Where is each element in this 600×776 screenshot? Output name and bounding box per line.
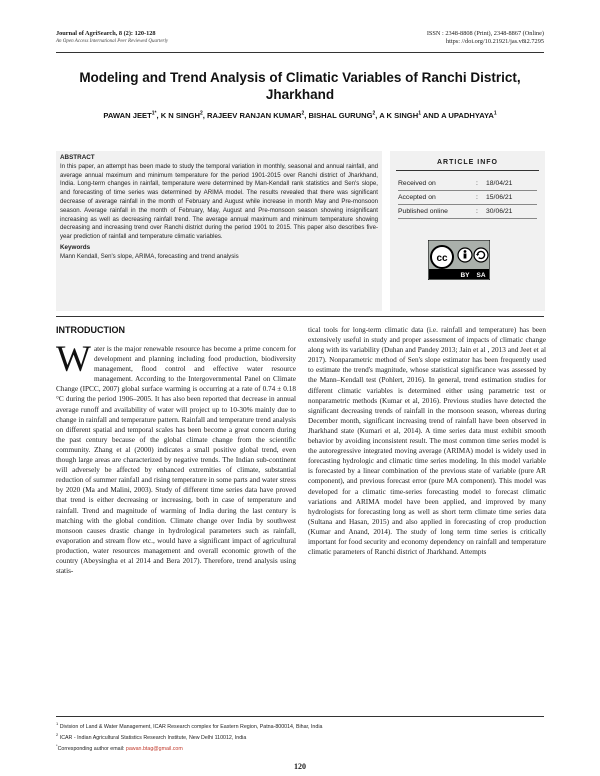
article-info-box [390, 151, 545, 311]
keywords-label: Keywords [60, 243, 91, 251]
author-list [56, 110, 544, 120]
intro-right-column: tical tools for long-term climatic data (i.e. rainfall and temperature) has been extensively useful in study and proper assessment of impacts of climatic change along with its variability (Duhan and Pandey 2013; Jain et al , 2013 and Jeet et al 2017). Nonparametric method of Sen's slope estimator has been frequently used to estimate the trend's magnitude, whose statistical significance was assessed by the Mann–Kendall test (Pohlert, 2016). In general, trend estimation studies for different climatic variables is determined either using parametric test or nonparametric methods (Kumar et al, 2016). Previous studies have detected the significant decreasing trends of rainfall in the monsoon season, whereas during December month, significant increasing trend of rainfall have been observed in Jharkhand state (Kumari et al, 2014). A time series data must exhibit smooth behavior by avoiding inconsistent result. The most common time series model is the autoregressive integrated moving average (ARIMA) model is widely used in forecasting hydrologic and climatic time series modeling. In this model variable is forecasted by a linear combination of the previous state of variable (pure AR component), and previous forecast error (pure MA component). This model was developed for a climatic time-series forecasting model to forecast climatic variations and ARIMA model have been applied, and improved by many hydrologists for forecasting long as well as short term climate time series data (Sultana and Hasan, 2015) and also applied in forecasting of crop production (Kumar and Anand, 2014). The study of long term time series is critically important for food security and economy dependency on rainfall and temperature climatic parameters of Ranchi district of Jharkhand. Attempts [308, 326, 546, 557]
corresponding-email-link[interactable]: pawan.btag@gmail.com [125, 745, 183, 752]
svg-text:BY: BY [460, 272, 470, 279]
author: A K SINGH$^1$ AND [379, 110, 442, 120]
keywords-text: Mann Kendall, Sen's slope, ARIMA, forecasting and trend analysis [60, 252, 239, 260]
abstract-box [56, 151, 382, 311]
issn: ISSN : 2348-8808 (Print), 2348-8867 (Online) [426, 30, 544, 37]
abstract-text: In this paper, an attempt has been made to study the temporal variation in monthly, seasonal and annual rainfall, and average annual maximum and minimum temperature for the period 1901-2015 over Ranchi district of Jharkhand, India. Long-term changes in rainfall, temperature were determined by Man-Kendall rank statistics and Sen's slope, and forecasting of time series was determined by ARIMA model. The results revealed that there was significant decrease of average rainfall in the month of February and August while increase in month May and Pre-monsoon season. Average rainfall in the month of February, May, August and Pre-monsoon season showing insignificant increasing as well as decreasing rainfall trend. The average annual maximum and minimum temperature showing decreasing and increasing trend over Ranchi district during the period 1901 to 2015. This paper also describes five-year prediction of rainfall and temperature climatic variables. [60, 162, 378, 241]
svg-text:cc: cc [436, 253, 448, 264]
author: PAWAN $JEET^{1*}$, [103, 110, 161, 120]
intro-left-text: ater is the major renewable resource has become a prime concern for development and planning including food production, biodiversity management, flood control and effective water resource management. According to the Intergovernmental Panel on Climate Change (IPCC, 2007) global surface warming is occurring at a rate of 0.74 ± 0.18 °C during the period 1906–2005. It has also been reported that decrease in annual average runoff and availability of water will project up to 10-30% mainly due to change in rainfall and temperature pattern. Rainfall and temperature trend analysis on different spatial and temporal scales has been become a great concern during the past century because of the global climate change from the scientific community. Zhang et al (2000) indicates a small positive global trend, even though large areas are characterized by negative trends. The Indian sub-continent will adversely be affected by enhanced extremities of climate, substantial reduction of summer rainfall and rising temperature in some parts and water stress by 2020 (Ma and Malini, 2003). Study of different time series data have proved that trend is either decreasing or increasing, both in case of temperature and rainfall. Trend and magnitude of warming of India during the last century is matching with the global condition. Climate change over India by southwest monsoon causes drastic change in hydrological parameters such as rainfall, evaporation and stream flow etc., would have a significant impact of agricultural production, water resources management and overall economic growth of the country (Abeysingha et al 2014 and Bera 2017). Therefore, trend analysis using statis- [56, 345, 296, 576]
cc-by-sa-license-icon[interactable] [428, 240, 490, 280]
corresponding-author: *Corresponding author email: pawan.btag@gmail.com [56, 742, 183, 752]
footnote-affiliation-1: $^1$ Division of Land & Water Management, ICAR Research complex for Eastern Region, Patna-800014, Bihar, India [56, 721, 323, 730]
doi-link[interactable]: https: //doi.org/10.21921/jas.v8i2.7295 [445, 38, 544, 45]
drop-cap: W [56, 339, 91, 380]
author: K N SINGH$^2$, [160, 110, 207, 120]
journal-header [56, 30, 168, 46]
header-divider [56, 52, 544, 53]
paper-title: Modeling and Trend Analysis of Climatic Variables of Ranchi District, Jharkhand [79, 70, 521, 102]
page-number: 120 [294, 762, 306, 771]
journal-subtitle: An Open Access International Peer Reviewed Quarterly [56, 39, 169, 44]
footnotes [56, 720, 322, 752]
svg-text:SA: SA [476, 272, 486, 279]
author: BISHAL GURUNG$^2$, [308, 110, 380, 120]
author: A UPADHYAYA$^1$ [441, 110, 497, 120]
footnote-affiliation-2: $^2$ ICAR - Indian Agricultural Statistics Research Institute, New Delhi 110012, India [56, 731, 247, 741]
published-row: Published online : 30/06/21 [398, 208, 513, 215]
footnote-divider [56, 716, 544, 717]
section-divider [56, 316, 544, 317]
accepted-row: Accepted on : 15/06/21 [398, 194, 513, 201]
introduction-heading: INTRODUCTION [56, 325, 125, 335]
author: RAJEEV RANJAN KUMAR$^2$, [206, 110, 309, 120]
received-row: Received on : 18/04/21 [398, 180, 513, 187]
intro-left-column [56, 339, 296, 576]
article-info-title: ARTICLE INFO [396, 159, 539, 171]
journal-citation: Journal of AgriSearch, 8 (2): 120-128 [56, 30, 156, 37]
journal-ids [427, 30, 544, 46]
abstract-label: ABSTRACT [60, 154, 95, 161]
